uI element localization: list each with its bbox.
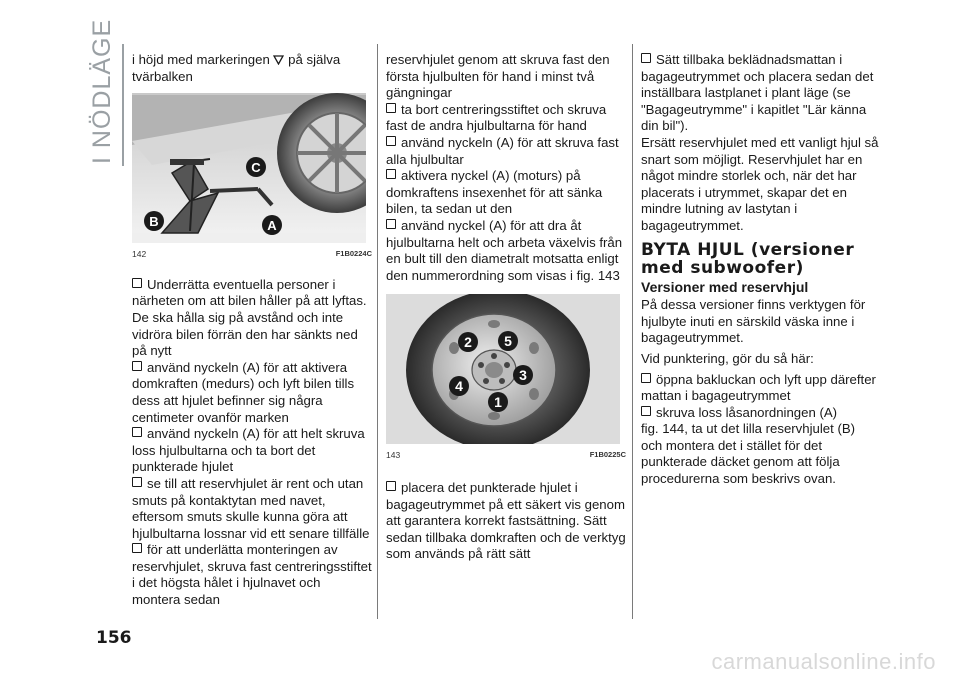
figure-143-caption [386,447,626,464]
list-item: skruva loss låsanordningen (A) [641,405,879,422]
figure-142-label-c: C [251,160,261,176]
paragraph: fig. 144, ta ut det lilla reservhjulet (B) och montera det i stället för det punkterade däcket genom att följa procedurerna som beskrivs ovan. [641,421,856,487]
figure-143 [386,294,626,464]
list-item: använd nyckeln (A) för att skruva fast alla hjulbultar [386,134,619,167]
section-tab-label: I NÖDLÄGE [88,18,116,164]
figure-142-label-a: A [267,218,277,234]
checkbox-icon [132,427,142,437]
intro-text [132,52,372,85]
list-item: använd nyckeln (A) för att helt skruva loss hjulbultarna och ta bort det punkterade hjulet [132,426,365,475]
intro-line-2: på själva [288,52,341,67]
section-heading: BYTA HJUL (versioner med subwoofer) [641,239,855,278]
triangle-marker-icon [273,55,284,65]
figure-143-label-5: 5 [504,333,512,350]
list-item: Sätt tillbaka beklädnadsmattan i bagageutrymmet och placera sedan det inställbara lastplanet i plant läge (se "Bagageutrymme" i kapitlet "Lär känna din bil"). [641,52,874,134]
intro-line-1: i höjd med markeringen [132,52,270,67]
checkbox-icon [132,543,142,553]
figure-143-number: 143 [386,450,401,461]
page-number: 156 [96,628,132,648]
column-divider-2 [632,44,633,619]
list-item: använd nyckeln (A) för att aktivera domkraften (medurs) och lyft bilen tills dess att hjulet befinner sig några centimeter ovanför marken [132,359,355,425]
column-3 [641,52,879,488]
checkbox-icon [386,481,396,491]
figure-142-label-b: B [149,214,159,230]
jack-illustration [132,93,366,243]
paragraph: På dessa versioner finns verktygen för hjulbyte inuti en särskild väska inne i bagageutrymmet. [641,297,866,346]
checkbox-icon [132,361,142,371]
figure-142-caption [132,246,372,263]
section-subheading: Versioner med reservhjul [641,278,809,295]
checkbox-icon [386,169,396,179]
list-item: använd nyckel (A) för att dra åt hjulbultarna helt och arbeta växelvis från en bult till den diametralt motsatta enligt den nummerordning som visas i fig. 143 [386,217,623,283]
section-tab-bar [122,44,124,166]
list-item: placera det punkterade hjulet i bagageutrymmet på ett säkert vis genom att garantera korrekt fastsättning. Sätt sedan tillbaka domkraften och de verktyg som används på rätt sätt [386,479,626,562]
checkbox-icon [132,278,142,288]
continued-text: reservhjulet genom att skruva fast den första hjulbulten för hand i minst två gängningar [386,52,610,101]
checkbox-icon [641,53,651,63]
checkbox-icon [386,103,396,113]
figure-143-label-2: 2 [464,334,472,351]
watermark: carmanualsonline.info [711,649,936,674]
figure-143-label-3: 3 [519,367,527,384]
checkbox-icon [386,136,396,146]
checkbox-icon [641,406,651,416]
column-divider-1 [377,44,378,619]
col1-bullet-list [132,277,372,609]
figure-142-code: F1B0224C [335,249,372,259]
figure-143-label-1: 1 [494,394,502,411]
list-item: se till att reservhjulet är rent och utan smuts på kontaktytan med navet, eftersom smuts skulle kunna göra att hjulbultarna lossnar vid ett senare tillfälle [132,475,370,541]
list-item: aktivera nyckel (A) (moturs) på domkraftens insexenhet för att sänka bilen, ta sedan ut den [386,168,603,217]
list-item: ta bort centreringsstiftet och skruva fast de andra hjulbultarna för hand [386,101,607,134]
wheel-illustration [386,294,620,444]
intro-line-3: tvärbalken [132,68,193,84]
column-1 [132,52,372,609]
paragraph: Ersätt reservhjulet med ett vanligt hjul så snart som möjligt. Reservhjulet har en något mindre storlek och, när det har placerats i utrymmet, skapar det en mindre lutning av lastytan i bagageutrymmet. [641,134,879,233]
figure-142 [132,93,372,263]
checkbox-icon [641,373,651,383]
section-tab [82,18,122,174]
list-item: för att underlätta monteringen av reservhjulet, skruva fast centreringsstiftet i det högsta hålet i hjulnavet och montera sedan [132,542,372,608]
paragraph: Vid punktering, gör du så här: [641,350,814,366]
list-item: Underrätta eventuella personer i närheten om att bilen håller på att lyftas. De ska hålla sig på avstånd och inte vidröra bilen förrän den har sänkts ned på nytt [132,276,367,359]
checkbox-icon [386,219,396,229]
figure-143-code: F1B0225C [589,450,626,460]
checkbox-icon [132,477,142,487]
list-item: öppna bakluckan och lyft upp därefter mattan i bagageutrymmet [641,371,876,404]
figure-143-label-4: 4 [455,378,463,395]
figure-142-number: 142 [132,249,147,260]
column-2 [386,52,626,563]
